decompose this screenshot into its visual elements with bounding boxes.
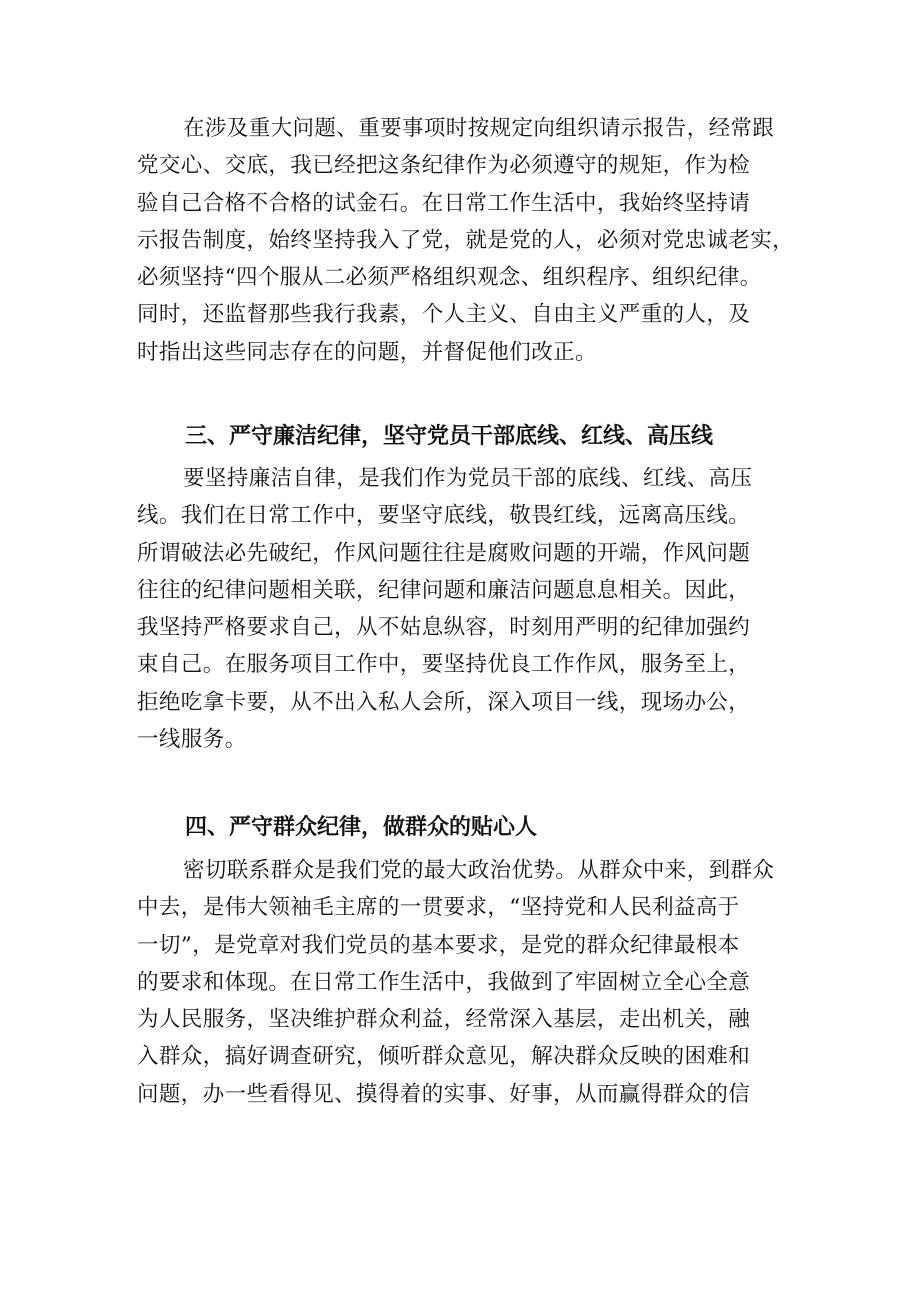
text-line: 必须坚持“四个服从二必须严格组织观念、组织程序、组织纪律。 xyxy=(137,265,762,291)
section-heading-integrity-discipline: 三、严守廉洁纪律，坚守党员干部底线、红线、高压线 xyxy=(185,424,714,449)
text-line: 的要求和体现。在日常工作生活中，我做到了牢固树立全心全意 xyxy=(137,969,751,995)
text-line: 要坚持廉洁自律，是我们作为党员干部的底线、红线、高压 xyxy=(183,466,753,491)
text-line: 在涉及重大问题、重要事项时按规定向组织请示报告，经常跟 xyxy=(183,116,775,141)
text-line: 问题，办一些看得见、摸得着的实事、好事，从而赢得群众的信 xyxy=(137,1081,751,1107)
text-line: 一切”，是党章对我们党员的基本要求，是党的群众纪律最根本 xyxy=(137,932,740,958)
text-line: 同时，还监督那些我行我素，个人主义、自由主义严重的人，及 xyxy=(137,302,751,328)
text-line: 往往的纪律问题相关联，纪律问题和廉洁问题息息相关。因此， xyxy=(137,577,751,603)
text-line: 党交心、交底，我已经把这条纪律作为必须遵守的规矩，作为检 xyxy=(137,153,751,179)
text-line: 验自己合格不合格的试金石。在日常工作生活中，我始终坚持请 xyxy=(137,190,751,216)
text-line: 中去，是伟大领袖毛主席的一贯要求，“坚持党和人民利益高于 xyxy=(137,895,740,921)
text-line: 密切联系群众是我们党的最大政治优势。从群众中来，到群众 xyxy=(183,858,775,883)
text-line: 所谓破法必先破纪，作风问题往往是腐败问题的开端，作风问题 xyxy=(137,540,751,566)
text-line: 线。我们在日常工作中，要坚守底线，敬畏红线，远离高压线。 xyxy=(137,503,751,529)
text-line: 为人民服务，坚决维护群众利益，经常深入基层，走出机关，融 xyxy=(137,1007,751,1033)
text-line: 时指出这些同志存在的问题，并督促他们改正。 xyxy=(137,339,597,365)
text-line: 入群众，搞好调查研究，倾听群众意见，解决群众反映的困难和 xyxy=(137,1044,751,1070)
section-heading-mass-discipline: 四、严守群众纪律，做群众的贴心人 xyxy=(185,815,538,840)
text-line: 束自己。在服务项目工作中，要坚持优良工作作风，服务至上， xyxy=(137,652,751,678)
text-line: 我坚持严格要求自己，从不姑息纵容，时刻用严明的纪律加强约 xyxy=(137,615,751,641)
paragraph-organization-discipline xyxy=(137,110,795,371)
paragraph-integrity-discipline xyxy=(137,460,787,758)
paragraph-mass-discipline xyxy=(137,852,787,1113)
text-line: 拒绝吃拿卡要，从不出入私人会所，深入项目一线，现场办公， xyxy=(137,689,751,715)
text-line: 一线服务。 xyxy=(137,727,247,753)
text-line: 示报告制度，始终坚持我入了党，就是党的人，必须对党忠诚老实， xyxy=(137,227,795,253)
